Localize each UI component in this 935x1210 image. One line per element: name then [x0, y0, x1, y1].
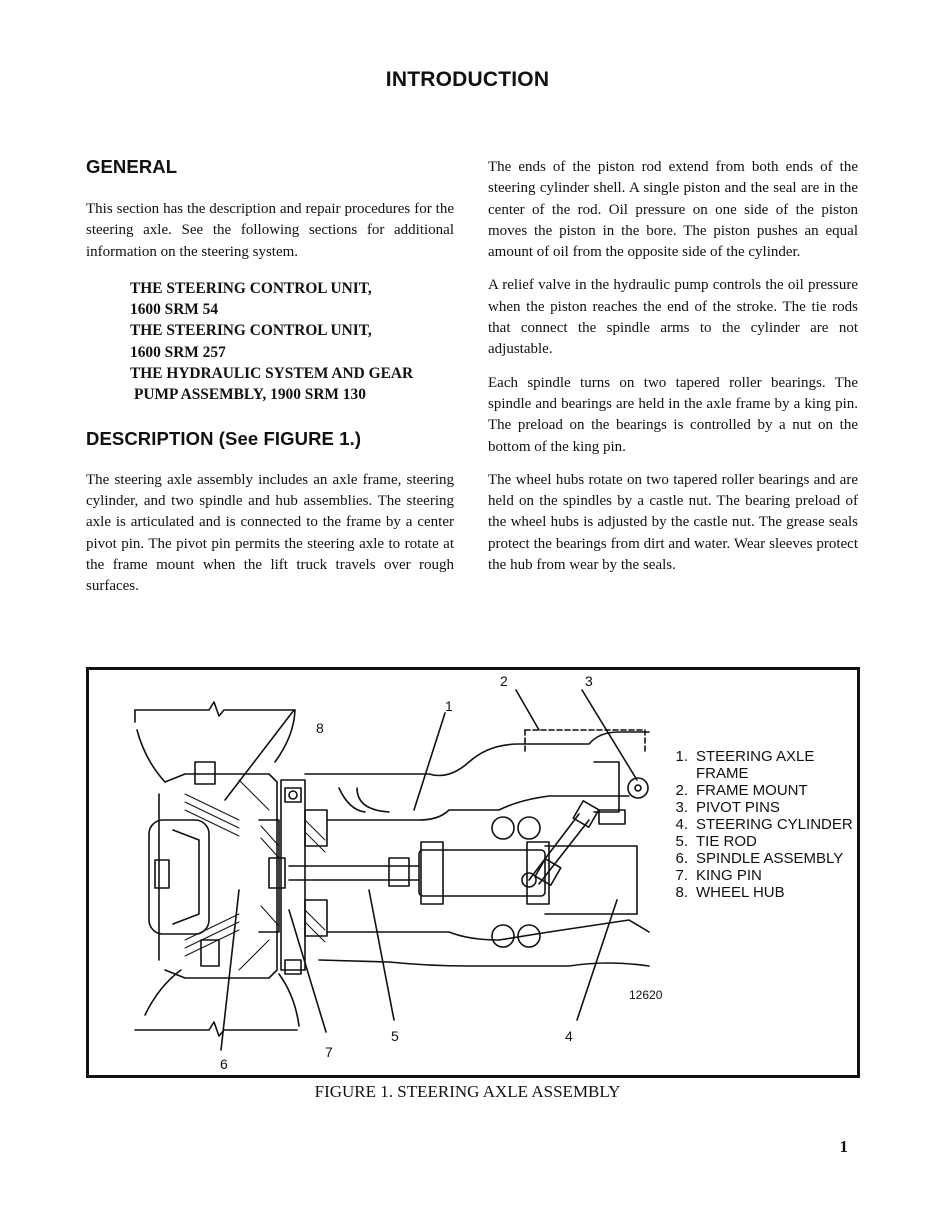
legend-number: 3.: [675, 799, 688, 816]
callout-8: 8: [316, 720, 324, 736]
figure-id: 12620: [629, 988, 663, 1002]
legend-number: 4.: [675, 816, 688, 833]
figure-legend: [663, 748, 853, 901]
legend-item: [663, 833, 853, 850]
legend-item: [663, 850, 853, 867]
reference-line: 1600 SRM 54: [130, 301, 219, 319]
left-column: [86, 156, 454, 597]
legend-label: TIE ROD: [696, 833, 757, 850]
description-paragraph: The wheel hubs rotate on two tapered roller bearings and are held on the spindles by a castle nut. The bearing preload of the wheel hubs is adjusted by the castle nut. The grease seals protect the bearings from dirt and water. Wear sleeves protect the hub from wear by the seals.: [488, 471, 858, 574]
legend-label: STEERING CYLINDER: [696, 816, 853, 833]
reference-line: THE STEERING CONTROL UNIT,: [130, 279, 372, 297]
legend-item: [663, 782, 853, 799]
callout-2: 2: [500, 673, 508, 689]
legend-item: [663, 748, 853, 782]
legend-item: [663, 884, 853, 901]
legend-label: FRAME MOUNT: [696, 782, 808, 799]
callout-3: 3: [585, 673, 593, 689]
legend-label-continued: FRAME: [696, 765, 749, 782]
callout-4: 4: [565, 1028, 573, 1044]
legend-number: 7.: [675, 867, 688, 884]
legend-item: [663, 799, 853, 816]
reference-line: PUMP ASSEMBLY, 1900 SRM 130: [134, 386, 366, 404]
legend-label: SPINDLE ASSEMBLY: [696, 850, 844, 867]
legend-number: 2.: [675, 782, 688, 799]
page-number: 1: [839, 1137, 848, 1156]
general-heading: GENERAL: [86, 156, 178, 177]
description-paragraph: The ends of the piston rod extend from both ends of the steering cylinder shell. A single piston and the seal are in the center of the rod. Oil pressure on one side of the piston moves the piston in the bore. The piston pushes an equal amount of oil from the opposite side of the cylinder.: [488, 159, 858, 261]
description-paragraph: Each spindle turns on two tapered roller bearings. The spindle and bearings are held in the axle frame by a king pin. The preload on the bearings is controlled by a nut on the bottom of the king pin.: [488, 374, 858, 455]
callout-1: 1: [445, 698, 453, 714]
legend-number: 1.: [675, 748, 688, 765]
legend-label: KING PIN: [696, 867, 762, 884]
callout-7: 7: [325, 1044, 333, 1060]
description-paragraph: The steering axle assembly includes an axle frame, steering cylinder, and two spindle and hub assemblies. The steering axle is articulated and is connected to the frame by a center pivot pin. The pivot pin permits the steering axle to rotate at the frame mount when the lift truck travels over rough surfaces.: [86, 471, 454, 595]
reference-list: [130, 278, 454, 406]
legend-item: [663, 816, 853, 833]
reference-line: THE HYDRAULIC SYSTEM AND GEAR: [130, 365, 414, 383]
description-paragraph: A relief valve in the hydraulic pump controls the oil pressure when the piston reaches the end of the stroke. The tie rods that connect the spindle arms to the cylinder are not adjustable.: [488, 277, 858, 358]
legend-number: 5.: [675, 833, 688, 850]
figure-frame: [86, 667, 860, 1078]
legend-number: 6.: [675, 850, 688, 867]
reference-line: THE STEERING CONTROL UNIT,: [130, 322, 372, 340]
callout-5: 5: [391, 1028, 399, 1044]
legend-number: 8.: [675, 884, 688, 901]
legend-label: PIVOT PINS: [696, 799, 780, 816]
legend-item: [663, 867, 853, 884]
legend-label: STEERING AXLE: [696, 748, 815, 765]
description-heading: DESCRIPTION (See FIGURE 1.): [86, 427, 362, 449]
figure-caption: FIGURE 1. STEERING AXLE ASSEMBLY: [314, 1082, 621, 1101]
callout-6: 6: [220, 1056, 228, 1072]
page-title: INTRODUCTION: [385, 68, 550, 91]
general-intro: This section has the description and repair procedures for the steering axle. See the following sections for additional information on the steering system.: [86, 201, 454, 260]
right-column: [488, 157, 858, 576]
reference-line: 1600 SRM 257: [130, 343, 226, 361]
legend-label: WHEEL HUB: [696, 884, 785, 901]
legend-label-wrap: [696, 748, 814, 782]
